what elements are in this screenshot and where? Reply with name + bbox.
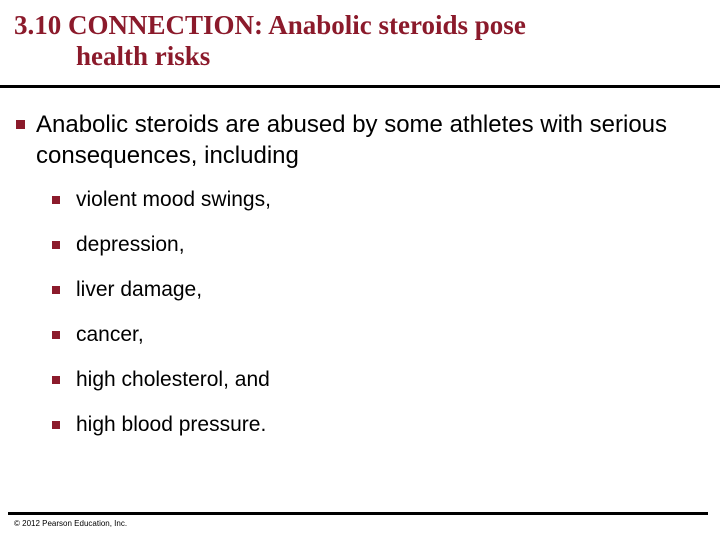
slide-title-line1: 3.10 CONNECTION: Anabolic steroids pose [14, 10, 526, 40]
sub-bullet-item [52, 229, 692, 274]
sub-bullet-text: high blood pressure. [76, 413, 267, 436]
square-bullet-icon [52, 421, 60, 429]
square-bullet-icon [16, 120, 25, 129]
sub-bullet-item [52, 319, 692, 364]
square-bullet-icon [52, 286, 60, 294]
slide-title-line2: health risks [76, 41, 211, 71]
sub-bullet-text: liver damage, [76, 278, 203, 301]
main-bullet-text: Anabolic steroids are abused by some athletes with serious consequences, including [36, 111, 668, 169]
footer-divider [8, 512, 708, 515]
sub-bullet-list [52, 184, 692, 454]
sub-bullet-item [52, 409, 692, 454]
copyright-notice: © 2012 Pearson Education, Inc. [14, 519, 128, 528]
sub-bullet-item [52, 364, 692, 409]
square-bullet-icon [52, 196, 60, 204]
square-bullet-icon [52, 241, 60, 249]
slide-title [14, 10, 704, 72]
square-bullet-icon [52, 376, 60, 384]
sub-bullet-text: depression, [76, 233, 185, 256]
sub-bullet-text: violent mood swings, [76, 188, 271, 211]
sub-bullet-item [52, 274, 692, 319]
sub-bullet-text: cancer, [76, 323, 144, 346]
sub-bullet-item [52, 184, 692, 229]
main-bullet [14, 109, 704, 171]
sub-bullet-text: high cholesterol, and [76, 368, 270, 391]
square-bullet-icon [52, 331, 60, 339]
title-divider [0, 85, 720, 88]
